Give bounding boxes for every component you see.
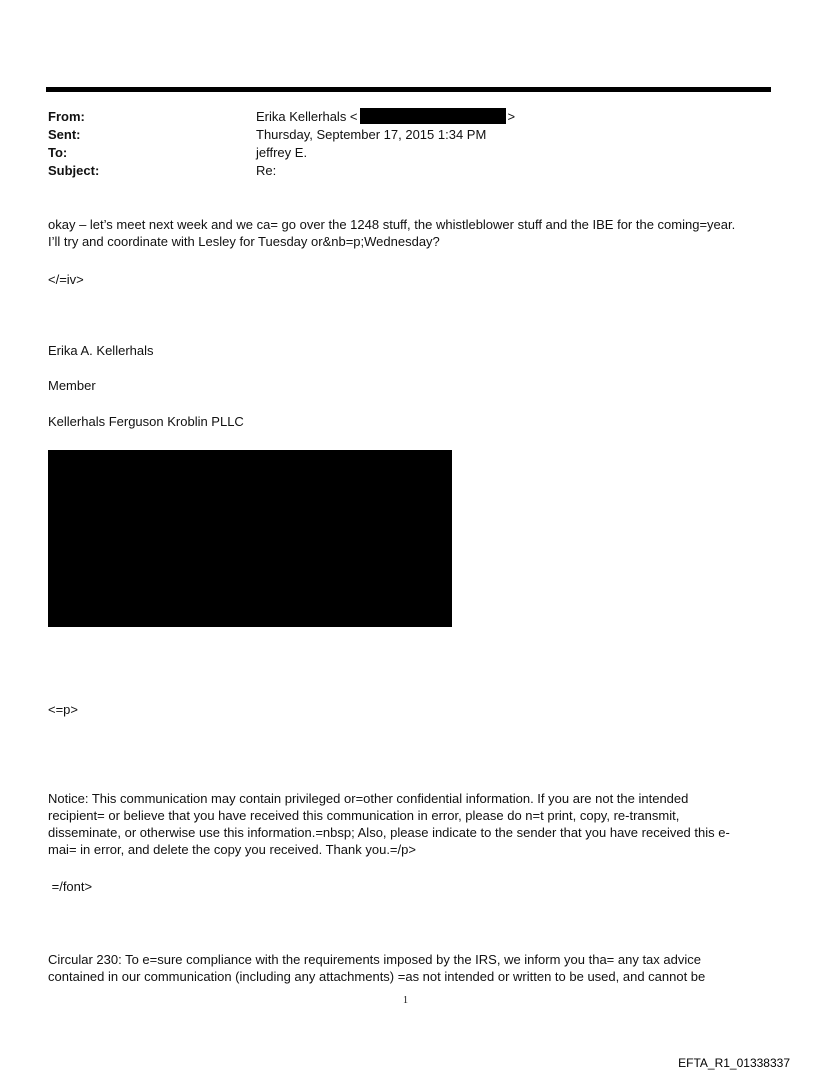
subject-label: Subject: <box>48 163 100 178</box>
circular-230-paragraph <box>48 951 773 985</box>
redacted-signature-block <box>48 450 452 627</box>
from-label: From: <box>48 109 85 124</box>
bates-number: EFTA_R1_01338337 <box>678 1056 790 1070</box>
notice-line: recipient= or believe that you have received this communication in error, please do n=t print, copy, re-transmit, <box>48 808 680 823</box>
to-label: To: <box>48 145 68 160</box>
body-line-1: okay – let’s meet next week and we ca= go over the 1248 stuff, the whistleblower stuff and the IBE for the coming=year. <box>48 217 736 232</box>
from-suffix: > <box>507 109 516 124</box>
notice-line: disseminate, or otherwise use this information.=nbsp; Also, please indicate to the sender that you have received this e- <box>48 825 730 840</box>
signature-name: Erika A. Kellerhals <box>48 343 154 358</box>
sent-value: Thursday, September 17, 2015 1:34 PM <box>256 127 487 142</box>
circular-line: contained in our communication (including any attachments) =as not intended or written to be used, and cannot be <box>48 969 706 984</box>
p-tag-text: <=p> <box>48 702 79 717</box>
header-rule <box>46 87 771 92</box>
signature-title: Member <box>48 378 96 393</box>
notice-line: mai= in error, and delete the copy you received. Thank you.=/p> <box>48 842 416 857</box>
to-value: jeffrey E. <box>256 145 308 160</box>
circular-line: Circular 230: To e=sure compliance with the requirements imposed by the IRS, we inform you tha= any tax advice <box>48 952 701 967</box>
signature-firm: Kellerhals Ferguson Kroblin PLLC <box>48 414 244 429</box>
div-close-tag: </=iv> <box>48 272 84 287</box>
from-value <box>256 108 515 126</box>
body-line-2: I’ll try and coordinate with Lesley for Tuesday or&nb=p;Wednesday? <box>48 234 440 249</box>
notice-line: Notice: This communication may contain privileged or=other confidential information. If you are not the intended <box>48 791 689 806</box>
notice-paragraph <box>48 790 773 858</box>
sent-label: Sent: <box>48 127 81 142</box>
from-name: Erika Kellerhals < <box>256 109 358 124</box>
message-body <box>48 216 773 250</box>
subject-value: Re: <box>256 163 277 178</box>
font-close-tag: =/font> <box>48 879 93 894</box>
page-number: 1 <box>403 995 408 1006</box>
redacted-email <box>360 108 506 124</box>
